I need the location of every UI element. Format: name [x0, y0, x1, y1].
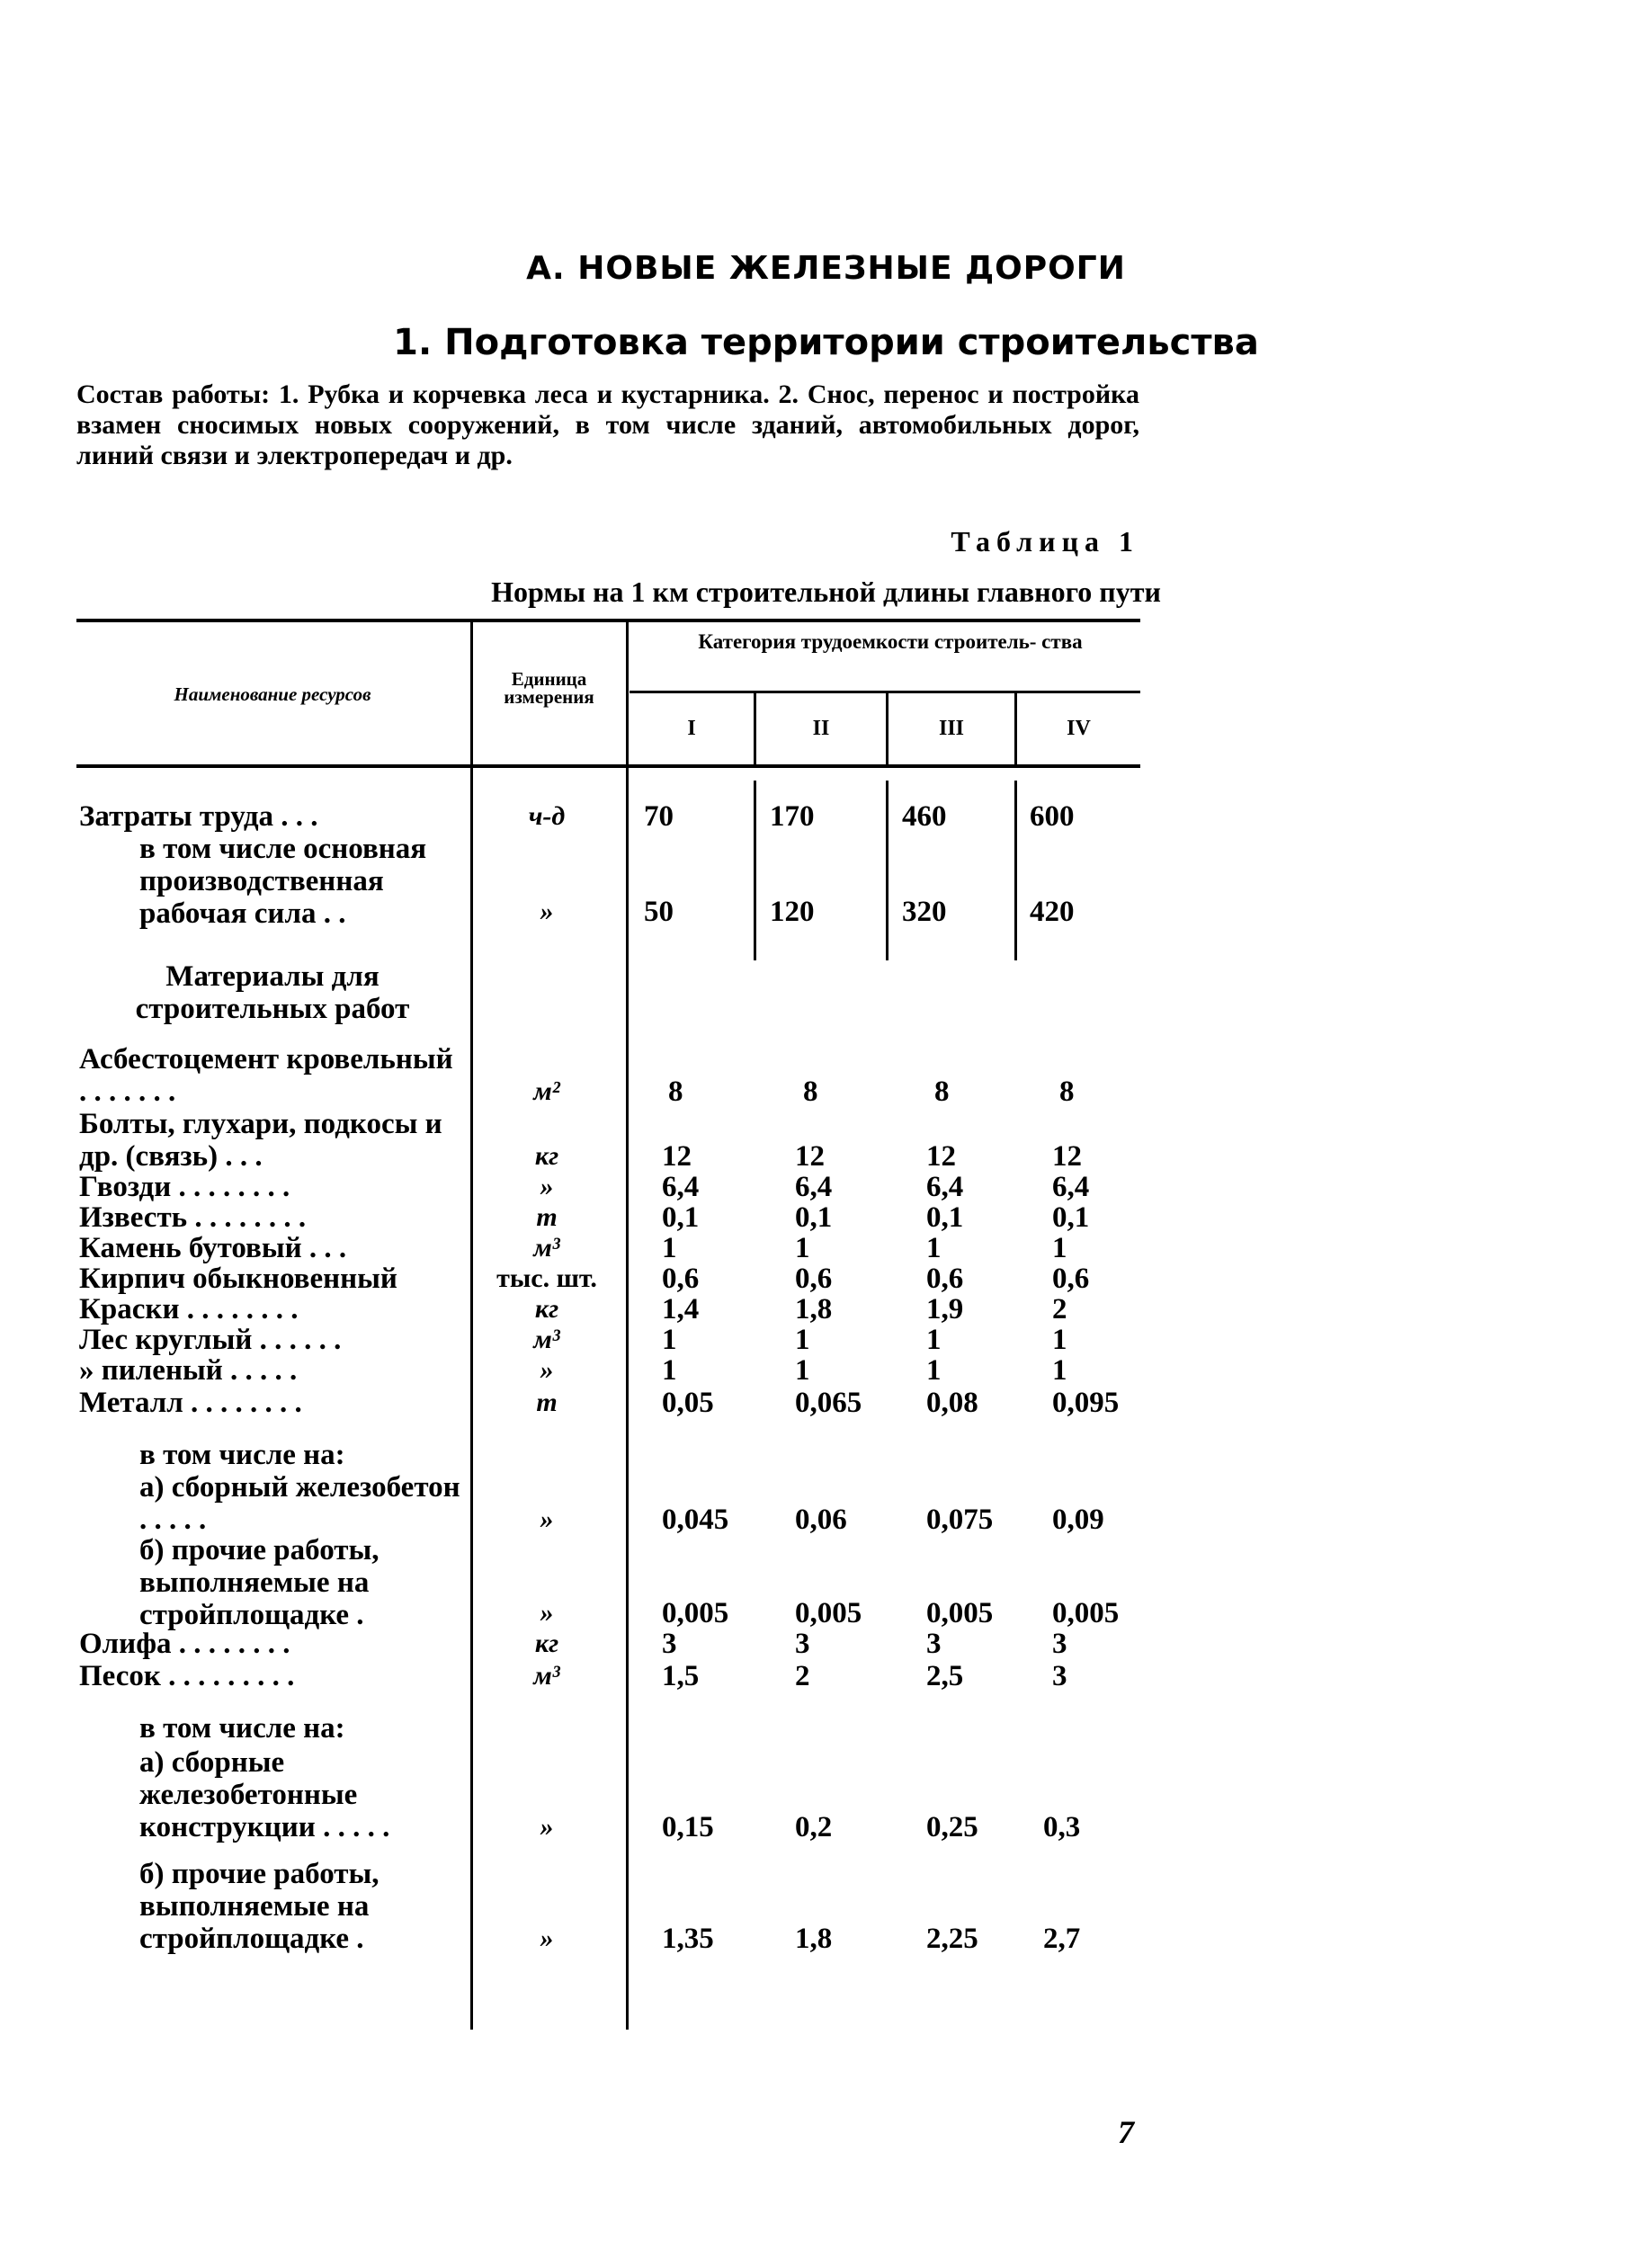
row-value-1: 0,1	[662, 1201, 700, 1234]
row-value-1: 0,005	[662, 1597, 729, 1629]
row-value-4: 0,1	[1052, 1201, 1090, 1234]
unit-column-divider-right	[626, 622, 629, 2030]
row-value-1: 1,35	[662, 1923, 714, 1955]
row-value-4: 3	[1052, 1628, 1067, 1660]
row-unit: м³	[533, 1233, 560, 1263]
row-unit: кг	[534, 1294, 559, 1324]
header-category: Категория трудоемкости строитель- ства	[698, 630, 1083, 653]
row-name: в том числе основная производственная рабочая сила . .	[139, 833, 427, 930]
row-name: б) прочие работы, выполняемые на стройплощадке .	[139, 1858, 380, 1955]
row-value-4: 2,7	[1043, 1923, 1081, 1955]
row-value-1: 1	[662, 1354, 677, 1387]
row-value-2: 12	[795, 1140, 825, 1173]
row-name: Гвозди . . . . . . . .	[79, 1171, 290, 1203]
row-value-3: 0,005	[926, 1597, 994, 1629]
section-label: Материалы для строительных работ	[135, 960, 410, 1025]
table-number: Таблица 1	[951, 525, 1139, 558]
row-value-4: 1	[1052, 1232, 1067, 1264]
header-col-4: IV	[1067, 717, 1091, 740]
col-divider-2-body	[886, 781, 889, 960]
row-name: Кирпич обыкновенный	[79, 1263, 397, 1295]
row-value-3: 12	[926, 1140, 956, 1173]
row-unit: кг	[534, 1141, 559, 1171]
row-value-4: 8	[1059, 1075, 1075, 1108]
row-value-4: 0,005	[1052, 1597, 1120, 1629]
row-name: » пиленый . . . . .	[79, 1354, 298, 1387]
row-unit: »	[540, 1355, 554, 1385]
row-name: Болты, глухари, подкосы и др. (связь) . . .	[79, 1108, 442, 1173]
row-value-2: 1	[795, 1232, 810, 1264]
row-unit: м³	[533, 1325, 560, 1354]
row-unit: м²	[533, 1076, 560, 1106]
row-value-4: 600	[1030, 800, 1075, 833]
row-value-2: 0,1	[795, 1201, 833, 1234]
row-value-2: 6,4	[795, 1171, 833, 1203]
row-unit: »	[540, 1172, 554, 1201]
row-value-1: 8	[668, 1075, 683, 1108]
row-value-2: 1	[795, 1324, 810, 1356]
row-value-3: 0,08	[926, 1387, 978, 1419]
row-value-1: 0,15	[662, 1811, 714, 1843]
row-value-1: 1,4	[662, 1293, 700, 1325]
row-value-1: 0,05	[662, 1387, 714, 1419]
row-name: а) сборные железобетонные конструкции . . . . .	[139, 1746, 390, 1843]
row-name: а) сборный железобетон . . . . .	[139, 1471, 460, 1536]
row-value-3: 320	[902, 896, 947, 928]
row-value-3: 1,9	[926, 1293, 964, 1325]
section-heading: А. НОВЫЕ ЖЕЛЕЗНЫЕ ДОРОГИ	[526, 250, 1126, 287]
header-col-1: I	[687, 717, 696, 740]
row-value-2: 1,8	[795, 1923, 833, 1955]
row-value-2: 120	[770, 896, 815, 928]
row-value-2: 1,8	[795, 1293, 833, 1325]
row-name: Олифа . . . . . . . .	[79, 1628, 290, 1660]
header-unit: Единица измерения	[504, 668, 594, 708]
header-col-2: II	[812, 717, 830, 740]
row-value-3: 0,6	[926, 1263, 964, 1295]
row-value-3: 1	[926, 1324, 942, 1356]
row-unit: т	[536, 1202, 558, 1232]
subsection-heading: 1. Подготовка территории строительства	[393, 322, 1259, 363]
row-name: Металл . . . . . . . .	[79, 1387, 302, 1419]
row-value-1: 3	[662, 1628, 677, 1660]
row-value-1: 0,6	[662, 1263, 700, 1295]
row-value-1: 12	[662, 1140, 692, 1173]
row-name: Лес круглый . . . . . .	[79, 1324, 342, 1356]
row-value-3: 1	[926, 1232, 942, 1264]
row-name: Затраты труда . . .	[79, 800, 318, 833]
row-value-3: 3	[926, 1628, 942, 1660]
row-value-4: 0,095	[1052, 1387, 1120, 1419]
row-value-2: 170	[770, 800, 815, 833]
row-value-4: 420	[1030, 896, 1075, 928]
row-value-3: 0,075	[926, 1504, 994, 1536]
header-col-3: III	[938, 717, 965, 740]
work-composition-text: Состав работы: 1. Рубка и корчевка леса и кустарника. 2. Снос, перенос и постройка взамен сносимых новых сооружений, в том числе зданий, автомобильных дорог, линий связи и электропередач и др.	[76, 379, 1139, 470]
row-value-3: 2,25	[926, 1923, 978, 1955]
row-value-4: 1	[1052, 1354, 1067, 1387]
row-value-3: 8	[934, 1075, 950, 1108]
subsection-label: в том числе на:	[139, 1712, 345, 1745]
row-value-2: 0,2	[795, 1811, 833, 1843]
row-value-2: 0,005	[795, 1597, 862, 1629]
row-value-2: 0,06	[795, 1504, 847, 1536]
row-value-4: 0,3	[1043, 1811, 1081, 1843]
row-value-2: 0,065	[795, 1387, 862, 1419]
col-divider-3-body	[1014, 781, 1017, 960]
row-unit: »	[540, 1812, 554, 1842]
row-value-2: 3	[795, 1628, 810, 1660]
row-value-2: 1	[795, 1354, 810, 1387]
row-value-3: 1	[926, 1354, 942, 1387]
row-value-1: 70	[644, 800, 674, 833]
row-unit: тыс. шт.	[496, 1263, 597, 1293]
row-value-4: 1	[1052, 1324, 1067, 1356]
row-value-2: 2	[795, 1660, 810, 1692]
row-value-3: 6,4	[926, 1171, 964, 1203]
page-number: 7	[1118, 2114, 1134, 2150]
row-unit: »	[540, 1923, 554, 1953]
table-title: Нормы на 1 км строительной длины главного пути	[491, 576, 1161, 608]
row-name: Краски . . . . . . . .	[79, 1293, 299, 1325]
subsection-label: в том числе на:	[139, 1439, 345, 1471]
header-bottom-rule	[76, 764, 1140, 768]
row-value-3: 0,25	[926, 1811, 978, 1843]
row-value-1: 0,045	[662, 1504, 729, 1536]
row-value-4: 0,6	[1052, 1263, 1090, 1295]
row-name: Камень бутовый . . .	[79, 1232, 347, 1264]
row-value-4: 6,4	[1052, 1171, 1090, 1203]
row-unit: т	[536, 1388, 558, 1417]
row-value-1: 1,5	[662, 1660, 700, 1692]
row-value-4: 3	[1052, 1660, 1067, 1692]
row-unit: »	[540, 1504, 554, 1534]
row-value-1: 50	[644, 896, 674, 928]
row-unit: »	[540, 897, 554, 926]
row-value-3: 0,1	[926, 1201, 964, 1234]
row-value-4: 0,09	[1052, 1504, 1104, 1536]
row-value-2: 8	[803, 1075, 818, 1108]
row-name: Песок . . . . . . . . .	[79, 1660, 295, 1692]
row-name: Асбестоцемент кровельный . . . . . . .	[79, 1043, 453, 1108]
row-value-3: 460	[902, 800, 947, 833]
row-name: Известь . . . . . . . .	[79, 1201, 307, 1234]
row-unit: м³	[533, 1661, 560, 1691]
row-name: б) прочие работы, выполняемые на стройплощадке .	[139, 1534, 380, 1631]
row-unit: ч-д	[528, 801, 566, 831]
row-value-1: 6,4	[662, 1171, 700, 1203]
row-unit: »	[540, 1598, 554, 1628]
header-resources: Наименование ресурсов	[174, 683, 371, 705]
row-value-1: 1	[662, 1324, 677, 1356]
table-top-rule	[76, 619, 1140, 622]
row-value-1: 1	[662, 1232, 677, 1264]
row-value-4: 12	[1052, 1140, 1082, 1173]
category-divider	[630, 691, 1140, 693]
row-unit: кг	[534, 1629, 559, 1658]
row-value-4: 2	[1052, 1293, 1067, 1325]
row-value-2: 0,6	[795, 1263, 833, 1295]
col-divider-1-body	[754, 781, 756, 960]
row-value-3: 2,5	[926, 1660, 964, 1692]
